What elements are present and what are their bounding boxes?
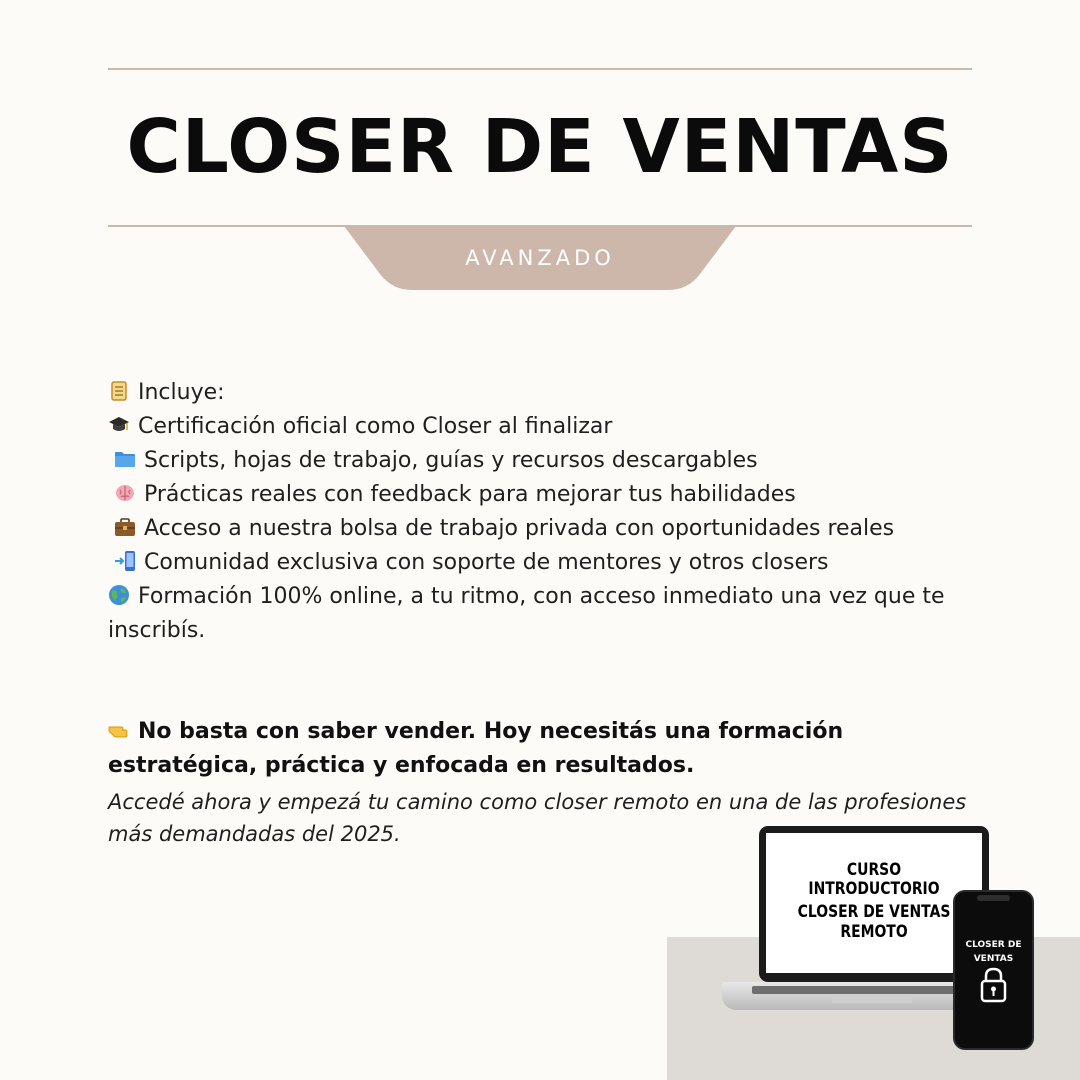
phone-screen-text bbox=[955, 938, 1032, 966]
cta-subtext: Accedé ahora y empezá tu camino como closer remoto en una de las profesiones más demandadas del 2025. bbox=[108, 790, 967, 846]
includes-list bbox=[108, 376, 988, 648]
list-item-text: Acceso a nuestra bolsa de trabajo privada con oportunidades reales bbox=[144, 516, 895, 541]
scroll-icon bbox=[108, 380, 130, 402]
badge-label: AVANZADO bbox=[465, 246, 615, 270]
list-item bbox=[108, 444, 988, 478]
folder-icon bbox=[114, 448, 136, 470]
phone-screen-line: CLOSER DE bbox=[965, 940, 1022, 950]
brain-icon bbox=[114, 482, 136, 504]
list-item bbox=[108, 478, 988, 512]
mobile-arrow-icon bbox=[114, 550, 136, 572]
list-item bbox=[108, 580, 988, 648]
cta-bold-text: No basta con saber vender. Hoy necesitás una formación estratégica, práctica y enfocada en resultados. bbox=[108, 719, 844, 778]
laptop-screen-line: REMOTO bbox=[840, 922, 908, 942]
list-item-text: Comunidad exclusiva con soporte de mentores y otros closers bbox=[144, 550, 829, 575]
includes-heading-text: Incluye: bbox=[138, 380, 225, 405]
list-item-text: Certificación oficial como Closer al finalizar bbox=[138, 414, 613, 439]
includes-heading bbox=[108, 376, 988, 410]
list-item bbox=[108, 410, 988, 444]
pointing-hand-icon bbox=[108, 719, 130, 741]
phone-mockup bbox=[953, 890, 1034, 1050]
lock-icon bbox=[980, 966, 1007, 1004]
phone-notch bbox=[977, 895, 1010, 901]
level-badge bbox=[344, 226, 736, 290]
laptop-screen-line: CLOSER DE VENTAS bbox=[797, 902, 951, 922]
list-item-text: Formación 100% online, a tu ritmo, con acceso inmediato una vez que te inscribís. bbox=[108, 584, 945, 643]
laptop-screen-line: CURSO INTRODUCTORIO bbox=[808, 860, 940, 899]
laptop-touchpad bbox=[832, 995, 912, 1003]
briefcase-icon bbox=[114, 516, 136, 538]
cta-statement bbox=[108, 715, 988, 783]
phone-screen-line: VENTAS bbox=[973, 954, 1014, 964]
list-item bbox=[108, 512, 988, 546]
page-title: CLOSER DE VENTAS bbox=[126, 104, 954, 190]
globe-icon bbox=[108, 584, 130, 606]
top-divider bbox=[108, 68, 972, 70]
list-item-text: Prácticas reales con feedback para mejorar tus habilidades bbox=[144, 482, 796, 507]
laptop-screen bbox=[766, 833, 982, 973]
graduation-cap-icon bbox=[108, 414, 130, 436]
list-item-text: Scripts, hojas de trabajo, guías y recursos descargables bbox=[144, 448, 758, 473]
list-item bbox=[108, 546, 988, 580]
